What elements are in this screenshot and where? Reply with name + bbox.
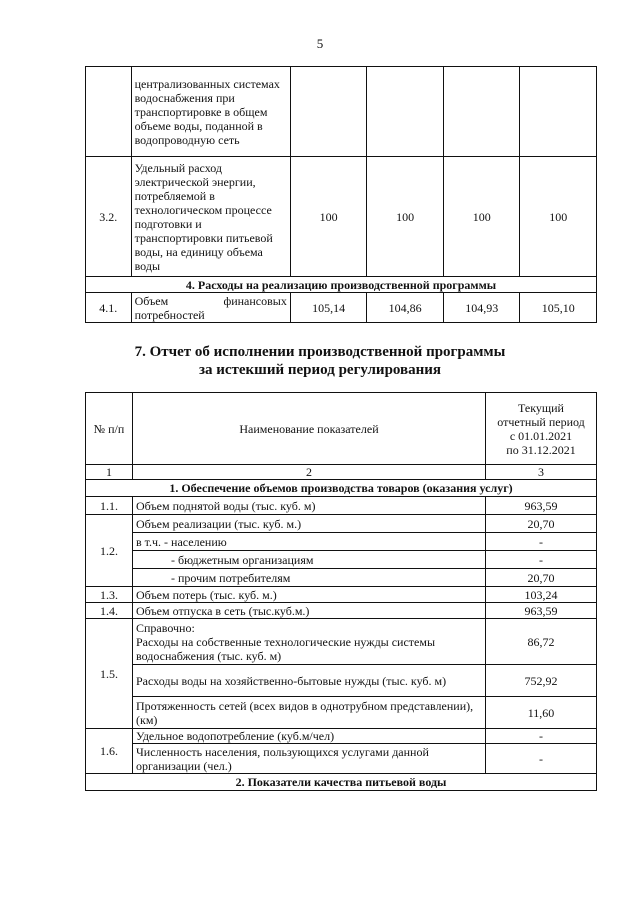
section-row — [86, 277, 597, 293]
indicator-name-cell: в т.ч. - населению — [133, 533, 486, 551]
period-line: Текущий — [518, 400, 564, 415]
table-row — [86, 157, 597, 277]
value-cell: 105,14 — [290, 293, 367, 323]
header-row — [86, 393, 597, 465]
table-row — [86, 533, 597, 551]
indicator-name-cell: централизованных системах водоснабжения при транспортировке в общем объеме воды, поданной в водопроводную сеть — [131, 67, 290, 157]
section-7-heading — [0, 343, 640, 379]
value-cell: 11,60 — [486, 697, 597, 729]
program-report-table — [85, 392, 597, 791]
value-cell — [290, 67, 367, 157]
row-number-cell: 1.5. — [86, 619, 133, 729]
indicator-name-cell: Протяженность сетей (всех видов в однотрубном представлении), (км) — [133, 697, 486, 729]
table-row — [86, 515, 597, 533]
value-cell — [520, 67, 597, 157]
value-cell: 20,70 — [486, 515, 597, 533]
value-cell: 963,59 — [486, 497, 597, 515]
value-cell: 100 — [367, 157, 444, 277]
value-cell: - — [486, 729, 597, 744]
reference-label: Справочно: — [136, 620, 195, 635]
table-row — [86, 744, 597, 774]
value-cell: 105,10 — [520, 293, 597, 323]
indicator-name-cell: Расходы воды на хозяйственно-бытовые нужды (тыс. куб. м) — [133, 665, 486, 697]
period-line: с 01.01.2021 — [509, 428, 573, 443]
row-number-cell: 1.4. — [86, 603, 133, 619]
indicator-name-cell: Объем реализации (тыс. куб. м.) — [133, 515, 486, 533]
period-line: отчетный период — [497, 414, 585, 429]
heading-line-2: за истекший период регулирования — [198, 362, 442, 378]
row-number-cell: 1.3. — [86, 587, 133, 603]
value-cell — [443, 67, 520, 157]
column-number: 3 — [486, 465, 597, 480]
indicator-name-cell: Удельный расход электрической энергии, потребляемой в технологическом процессе подготовки и транспортировки питьевой воды, на единицу объема воды — [131, 157, 290, 277]
table-row — [86, 729, 597, 744]
heading-line-1: 7. Отчет об исполнении производственной программы — [134, 344, 506, 360]
name-word: потребностей — [134, 307, 205, 322]
section-title: 4. Расходы на реализацию производственной программы — [86, 277, 597, 293]
indicator-name-cell: Удельное водопотребление (куб.м/чел) — [133, 729, 486, 744]
indicator-name-cell — [133, 619, 486, 665]
value-cell: 100 — [290, 157, 367, 277]
indicator-name-cell: - бюджетным организациям — [133, 551, 486, 569]
value-cell: 752,92 — [486, 665, 597, 697]
row-number-cell: 4.1. — [86, 293, 132, 323]
section-row — [86, 480, 597, 497]
indicators-table-continued — [85, 66, 597, 323]
indicator-name-cell: Объем отпуска в сеть (тыс.куб.м.) — [133, 603, 486, 619]
column-number-row — [86, 465, 597, 480]
row-number-cell: 1.6. — [86, 729, 133, 774]
section-row — [86, 774, 597, 791]
column-number: 2 — [133, 465, 486, 480]
section-title: 1. Обеспечение объемов производства товаров (оказания услуг) — [86, 480, 597, 497]
indicator-name-cell: - прочим потребителям — [133, 569, 486, 587]
value-cell: - — [486, 744, 597, 774]
header-period — [486, 393, 597, 465]
value-cell: 86,72 — [486, 619, 597, 665]
row-number-cell: 3.2. — [86, 157, 132, 277]
table-row — [86, 697, 597, 729]
table-row — [86, 665, 597, 697]
page-number: 5 — [316, 36, 324, 51]
row-number-cell — [86, 67, 132, 157]
value-cell: - — [486, 551, 597, 569]
value-cell: 963,59 — [486, 603, 597, 619]
indicator-name-cell: Объем поднятой воды (тыс. куб. м) — [133, 497, 486, 515]
row-number-cell: 1.1. — [86, 497, 133, 515]
section-title: 2. Показатели качества питьевой воды — [86, 774, 597, 791]
name-word: Объем — [134, 293, 169, 308]
table-row — [86, 619, 597, 665]
header-name: Наименование показателей — [133, 393, 486, 465]
table-row — [86, 67, 597, 157]
indicator-text: Расходы на собственные технологические нужды системы водоснабжения (тыс. куб. м) — [136, 634, 436, 663]
column-number: 1 — [86, 465, 133, 480]
value-cell: 103,24 — [486, 587, 597, 603]
period-line: по 31.12.2021 — [506, 442, 576, 457]
table-row — [86, 603, 597, 619]
table-row — [86, 551, 597, 569]
table-row — [86, 293, 597, 323]
table-row — [86, 497, 597, 515]
header-num: № п/п — [86, 393, 133, 465]
row-number-cell: 1.2. — [86, 515, 133, 587]
indicator-name-cell — [131, 293, 290, 323]
value-cell: 100 — [520, 157, 597, 277]
value-cell: 100 — [443, 157, 520, 277]
value-cell: 104,86 — [367, 293, 444, 323]
indicator-name-cell: Объем потерь (тыс. куб. м.) — [133, 587, 486, 603]
value-cell: 104,93 — [443, 293, 520, 323]
name-word: финансовых — [223, 293, 287, 308]
value-cell: - — [486, 533, 597, 551]
indicator-name-cell: Численность населения, пользующихся услугами данной организации (чел.) — [133, 744, 486, 774]
value-cell: 20,70 — [486, 569, 597, 587]
table-row — [86, 569, 597, 587]
table-row — [86, 587, 597, 603]
value-cell — [367, 67, 444, 157]
